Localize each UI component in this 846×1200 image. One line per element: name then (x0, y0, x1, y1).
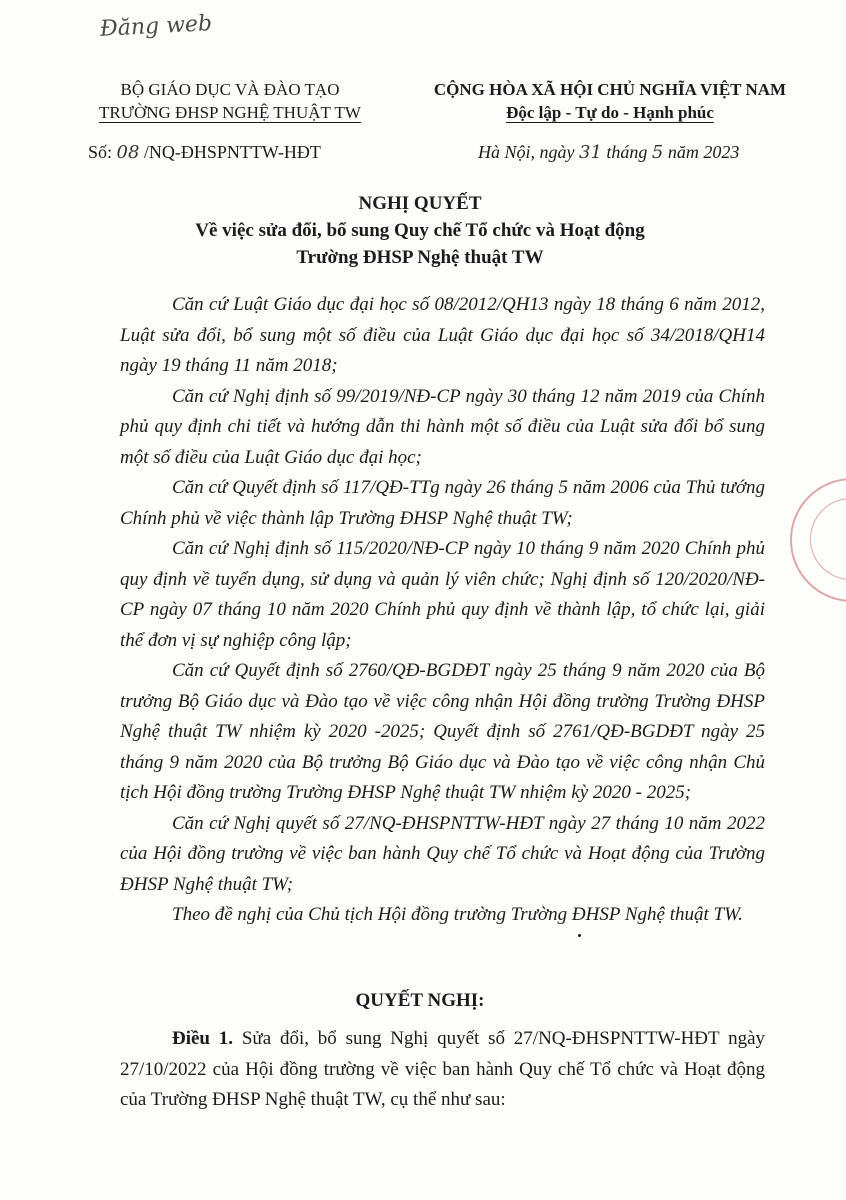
number-prefix: Số: (88, 142, 117, 162)
handwritten-note: Đăng web (99, 11, 213, 42)
month-label: tháng (601, 142, 652, 162)
basis-paragraph: Căn cứ Quyết định số 2760/QĐ-BGDĐT ngày 25 tháng 9 năm 2020 của Bộ trưởng Bộ Giáo dục và Đào tạo về việc công nhận Hội đồng trường Trường ĐHSP Nghệ thuật TW nhiệm kỳ 2020 -2025; Quyết định số 2761/QĐ-BGDĐT ngày 25 tháng 9 năm 2020 của Bộ trưởng Bộ Giáo dục và Đào tạo về việc công nhận Chủ tịch Hội đồng trường Trường ĐHSP Nghệ thuật TW nhiệm kỳ 2020 - 2025; (120, 660, 765, 803)
school-name: TRƯỜNG ĐHSP NGHỆ THUẬT TW (99, 103, 361, 122)
place-date (478, 142, 739, 163)
red-seal-stamp (790, 478, 846, 602)
title-type: NGHỊ QUYẾT (358, 193, 482, 214)
basis-paragraph: Theo đề nghị của Chủ tịch Hội đồng trường Trường ĐHSP Nghệ thuật TW. (172, 904, 743, 925)
ministry-name: BỘ GIÁO DỤC VÀ ĐÀO TẠO (120, 80, 340, 99)
basis-paragraph: Căn cứ Nghị quyết số 27/NQ-ĐHSPNTTW-HĐT ngày 27 tháng 10 năm 2022 của Hội đồng trường về việc ban hành Quy chế Tổ chức và Hoạt động của Trường ĐHSP Nghệ thuật TW; (120, 812, 765, 895)
basis-paragraph: Căn cứ Nghị định số 99/2019/NĐ-CP ngày 30 tháng 12 năm 2019 của Chính phủ quy định chi tiết và hướng dẫn thi hành một số điều của Luật sửa đổi bổ sung một số điều của Luật Giáo dục đại học; (120, 385, 765, 468)
basis-paragraph: Căn cứ Nghị định số 115/2020/NĐ-CP ngày 10 tháng 9 năm 2020 Chính phủ quy định về tuyển dụng, sử dụng và quản lý viên chức; Nghị định số 120/2020/NĐ-CP ngày 07 tháng 10 năm 2020 Chính phủ quy định về thành lập, tổ chức lại, giải thể đơn vị sự nghiệp công lập; (120, 538, 765, 651)
seal-inner-ring (810, 498, 846, 580)
basis-paragraph: Căn cứ Luật Giáo dục đại học số 08/2012/QH13 ngày 18 tháng 6 năm 2012, Luật sửa đổi, bổ sung một số điều của Luật Giáo dục đại học số 34/2018/QH14 ngày 19 tháng 11 năm 2018; (120, 294, 765, 376)
article-1-label: Điều 1. (172, 1028, 234, 1049)
title-subject: Về việc sửa đổi, bổ sung Quy chế Tổ chức và Hoạt động (195, 220, 645, 241)
basis-paragraph: Căn cứ Quyết định số 117/QĐ-TTg ngày 26 tháng 5 năm 2006 của Thủ tướng Chính phủ về việc thành lập Trường ĐHSP Nghệ thuật TW; (120, 477, 765, 529)
national-header (420, 78, 800, 124)
place-prefix: Hà Nội, ngày (478, 142, 579, 162)
title-school: Trường ĐHSP Nghệ thuật TW (296, 247, 544, 268)
number-suffix: /NQ-ĐHSPNTTW-HĐT (139, 142, 321, 162)
decision-heading: QUYẾT NGHỊ: (355, 990, 485, 1011)
national-motto: Độc lập - Tự do - Hạnh phúc (506, 103, 714, 122)
number-value: 08 (116, 142, 140, 163)
country-name: CỘNG HÒA XÃ HỘI CHỦ NGHĨA VIỆT NAM (433, 80, 787, 99)
date-day: 31 (579, 142, 602, 163)
issuing-authority (80, 78, 380, 124)
year-label: năm 2023 (663, 142, 740, 162)
article-1-paragraph (120, 1024, 765, 1116)
date-month: 5 (651, 142, 664, 163)
article-1-text: Sửa đổi, bổ sung Nghị quyết số 27/NQ-ĐHSPNTTW-HĐT ngày 27/10/2022 của Hội đồng trường về việc ban hành Quy chế Tổ chức và Hoạt động của Trường ĐHSP Nghệ thuật TW, cụ thể như sau: (120, 1028, 766, 1110)
legal-bases (120, 290, 765, 931)
document-title (80, 190, 760, 271)
article-1 (120, 1024, 765, 1116)
document-number (88, 142, 321, 163)
ink-speck (578, 934, 581, 937)
